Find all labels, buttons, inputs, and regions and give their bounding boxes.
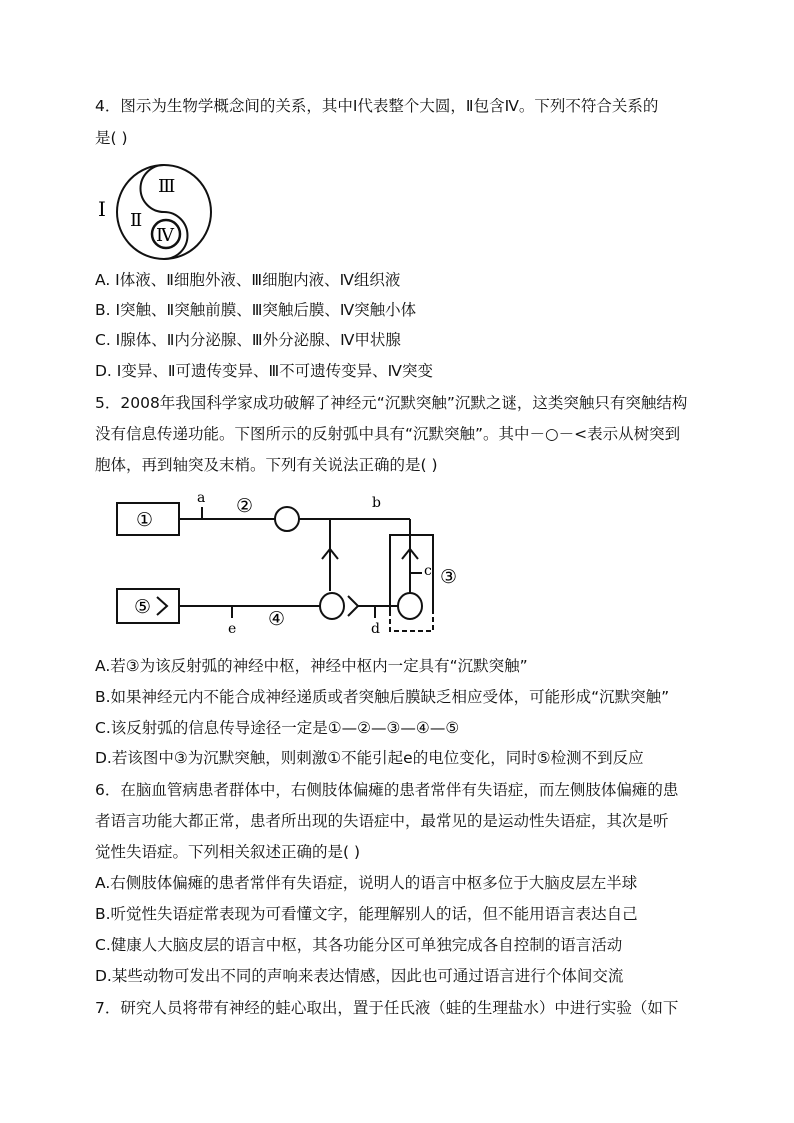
q4-option-c: C. Ⅰ腺体、Ⅱ内分泌腺、Ⅲ外分泌腺、Ⅳ甲状腺 xyxy=(95,331,401,349)
q5-label-circle2: ② xyxy=(236,495,254,517)
q4-label-IV: Ⅳ xyxy=(156,225,174,246)
q5-label-circle1: ① xyxy=(136,509,154,531)
q5-stem-line2: 没有信息传递功能。下图所示的反射弧中具有“沉默突触”。其中－○－<表示从树突到 xyxy=(95,425,681,443)
q5-label-circle5: ⑤ xyxy=(134,596,152,618)
q4-stem-line1: 4．图示为生物学概念间的关系，其中Ⅰ代表整个大圆，Ⅱ包含Ⅳ。下列不符合关系的 xyxy=(95,97,659,115)
q4-label-III: Ⅲ xyxy=(158,176,176,197)
q5-label-d: d xyxy=(371,621,380,637)
q6-stem-line2: 者语言功能大都正常，患者所出现的失语症中，最常见的是运动性失语症，其次是听 xyxy=(95,812,669,830)
q5-option-d: D.若该图中③为沉默突触，则刺激①不能引起e的电位变化，同时⑤检测不到反应 xyxy=(95,749,644,767)
q5-stem-line1: 5．2008年我国科学家成功破解了神经元“沉默突触”沉默之谜，这类突触只有突触结构 xyxy=(95,394,688,412)
q6-option-b: B.听觉性失语症常表现为可看懂文字，能理解别人的话，但不能用语言表达自己 xyxy=(95,905,638,923)
q5-label-c: c xyxy=(424,563,432,579)
q5-option-c: C.该反射弧的信息传导途径一定是①—②—③—④—⑤ xyxy=(95,719,460,737)
q5-label-e: e xyxy=(228,621,237,637)
q5-label-b: b xyxy=(372,495,381,511)
q4-option-a: A. Ⅰ体液、Ⅱ细胞外液、Ⅲ细胞内液、Ⅳ组织液 xyxy=(95,271,401,289)
q4-stem-line2: 是( ) xyxy=(95,129,128,147)
q5-option-b: B.如果神经元内不能合成神经递质或者突触后膜缺乏相应受体，可能形成“沉默突触” xyxy=(95,688,670,706)
q5-label-circle3: ③ xyxy=(440,566,458,588)
q4-label-II: Ⅱ xyxy=(130,210,143,231)
q4-label-I: Ⅰ xyxy=(98,197,106,221)
q4-venn-diagram xyxy=(92,164,222,264)
q6-option-a: A.右侧肢体偏瘫的患者常伴有失语症，说明人的语言中枢多位于大脑皮层左半球 xyxy=(95,874,638,892)
q7-stem-line1: 7．研究人员将带有神经的蛙心取出，置于任氏液（蛙的生理盐水）中进行实验（如下 xyxy=(95,999,679,1017)
q5-reflex-arc-diagram xyxy=(100,485,480,640)
q4-option-b: B. Ⅰ突触、Ⅱ突触前膜、Ⅲ突触后膜、Ⅳ突触小体 xyxy=(95,301,417,319)
q6-stem-line3: 觉性失语症。下列相关叙述正确的是( ) xyxy=(95,843,361,861)
q5-label-a: a xyxy=(197,490,206,506)
q6-option-c: C.健康人大脑皮层的语言中枢，其各功能分区可单独完成各自控制的语言活动 xyxy=(95,936,623,954)
q4-option-d: D. Ⅰ变异、Ⅱ可遗传变异、Ⅲ不可遗传变异、Ⅳ突变 xyxy=(95,362,433,380)
q5-stem-line3: 胞体，再到轴突及末梢。下列有关说法正确的是( ) xyxy=(95,456,438,474)
q6-stem-line1: 6．在脑血管病患者群体中，右侧肢体偏瘫的患者常伴有失语症，而左侧肢体偏瘫的患 xyxy=(95,781,679,799)
q6-option-d: D.某些动物可发出不同的声响来表达情感，因此也可通过语言进行个体间交流 xyxy=(95,967,624,985)
q5-label-circle4: ④ xyxy=(268,608,286,630)
q5-option-a: A.若③为该反射弧的神经中枢，神经中枢内一定具有“沉默突触” xyxy=(95,657,528,675)
